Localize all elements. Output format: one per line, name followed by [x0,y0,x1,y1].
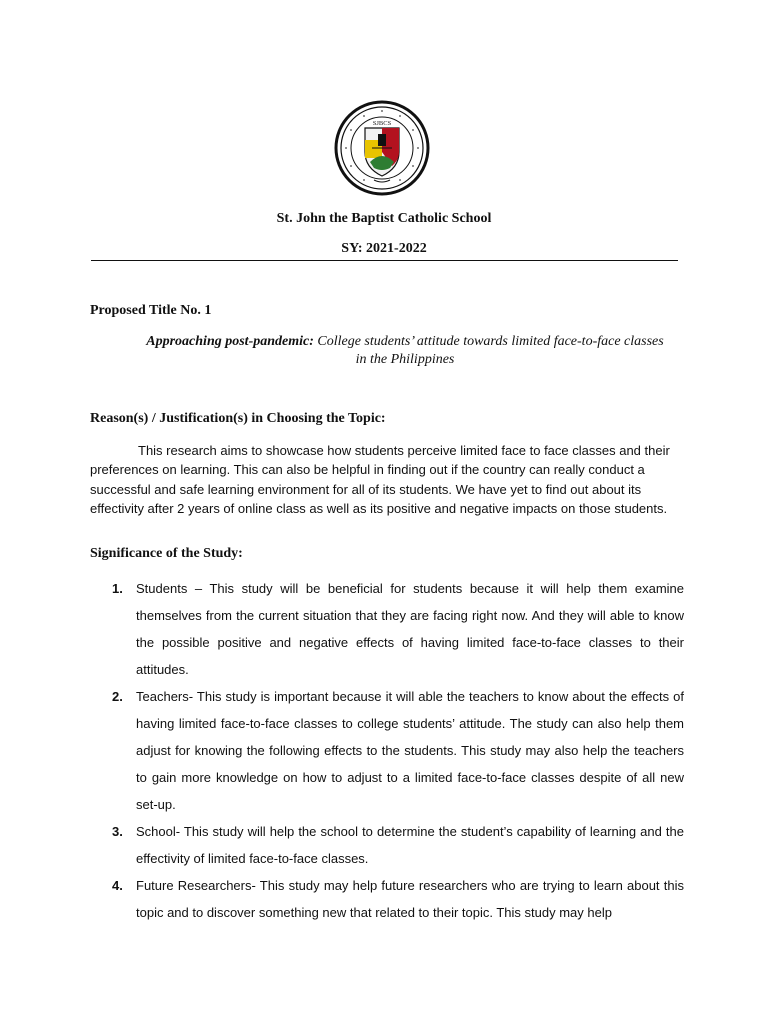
list-item [90,872,684,926]
proposed-title-heading: Proposed Title No. 1 [90,303,212,318]
proposed-title-lead: Approaching post-pandemic: [146,334,314,349]
list-item [90,683,684,818]
significance-list [90,575,684,926]
list-item-number: 4. [112,878,123,893]
reasons-paragraph: This research aims to showcase how students perceive limited face to face classes and their preferences on learning. This can also be helpful in finding out if the country can really conduct a successful and safe learning environment for all of its students. We have yet to find out about its effectivity after 2 years of online class as well as its positive and negative impacts on those students. [90,443,670,516]
significance-heading: Significance of the Study: [90,546,243,561]
school-name: St. John the Baptist Catholic School [276,211,492,226]
reasons-heading: Reason(s) / Justification(s) in Choosing the Topic: [90,411,386,426]
list-item-text: School- This study will help the school to determine the student’s capability of learning and the effectivity of limited face-to-face classes. [136,824,684,866]
list-item [90,575,684,683]
proposed-title-rest: College students’ attitude towards limited face-to-face classes in the Philippines [313,334,664,367]
list-item-text: Teachers- This study is important because it will able the teachers to know about the effects of having limited face-to-face classes to college students’ attitude. The study can also help them adjust for knowing the following effects to the students. This study may also help the teachers to gain more knowledge on how to adjust to a limited face-to-face classes despite of all new set-up. [136,689,684,812]
list-item-text: Future Researchers- This study may help future researchers who are trying to learn about this topic and to discover something new that related to their topic. This study may help [136,878,684,920]
list-item [90,818,684,872]
list-item-number: 3. [112,824,123,839]
school-year: SY: 2021-2022 [341,241,427,256]
list-item-number: 2. [112,689,123,704]
school-seal-logo [334,100,430,196]
list-item-number: 1. [112,581,123,596]
seal-label: SJBCS [372,120,392,127]
list-item-text: Students – This study will be beneficial for students because it will help them examine themselves from the current situation that they are facing right now. And they will able to know the possible positive and negative effects of having limited face-to-face classes to their attitudes. [136,581,684,677]
school-seal-icon [334,100,430,196]
header-divider [91,260,678,261]
proposed-title [140,333,670,369]
